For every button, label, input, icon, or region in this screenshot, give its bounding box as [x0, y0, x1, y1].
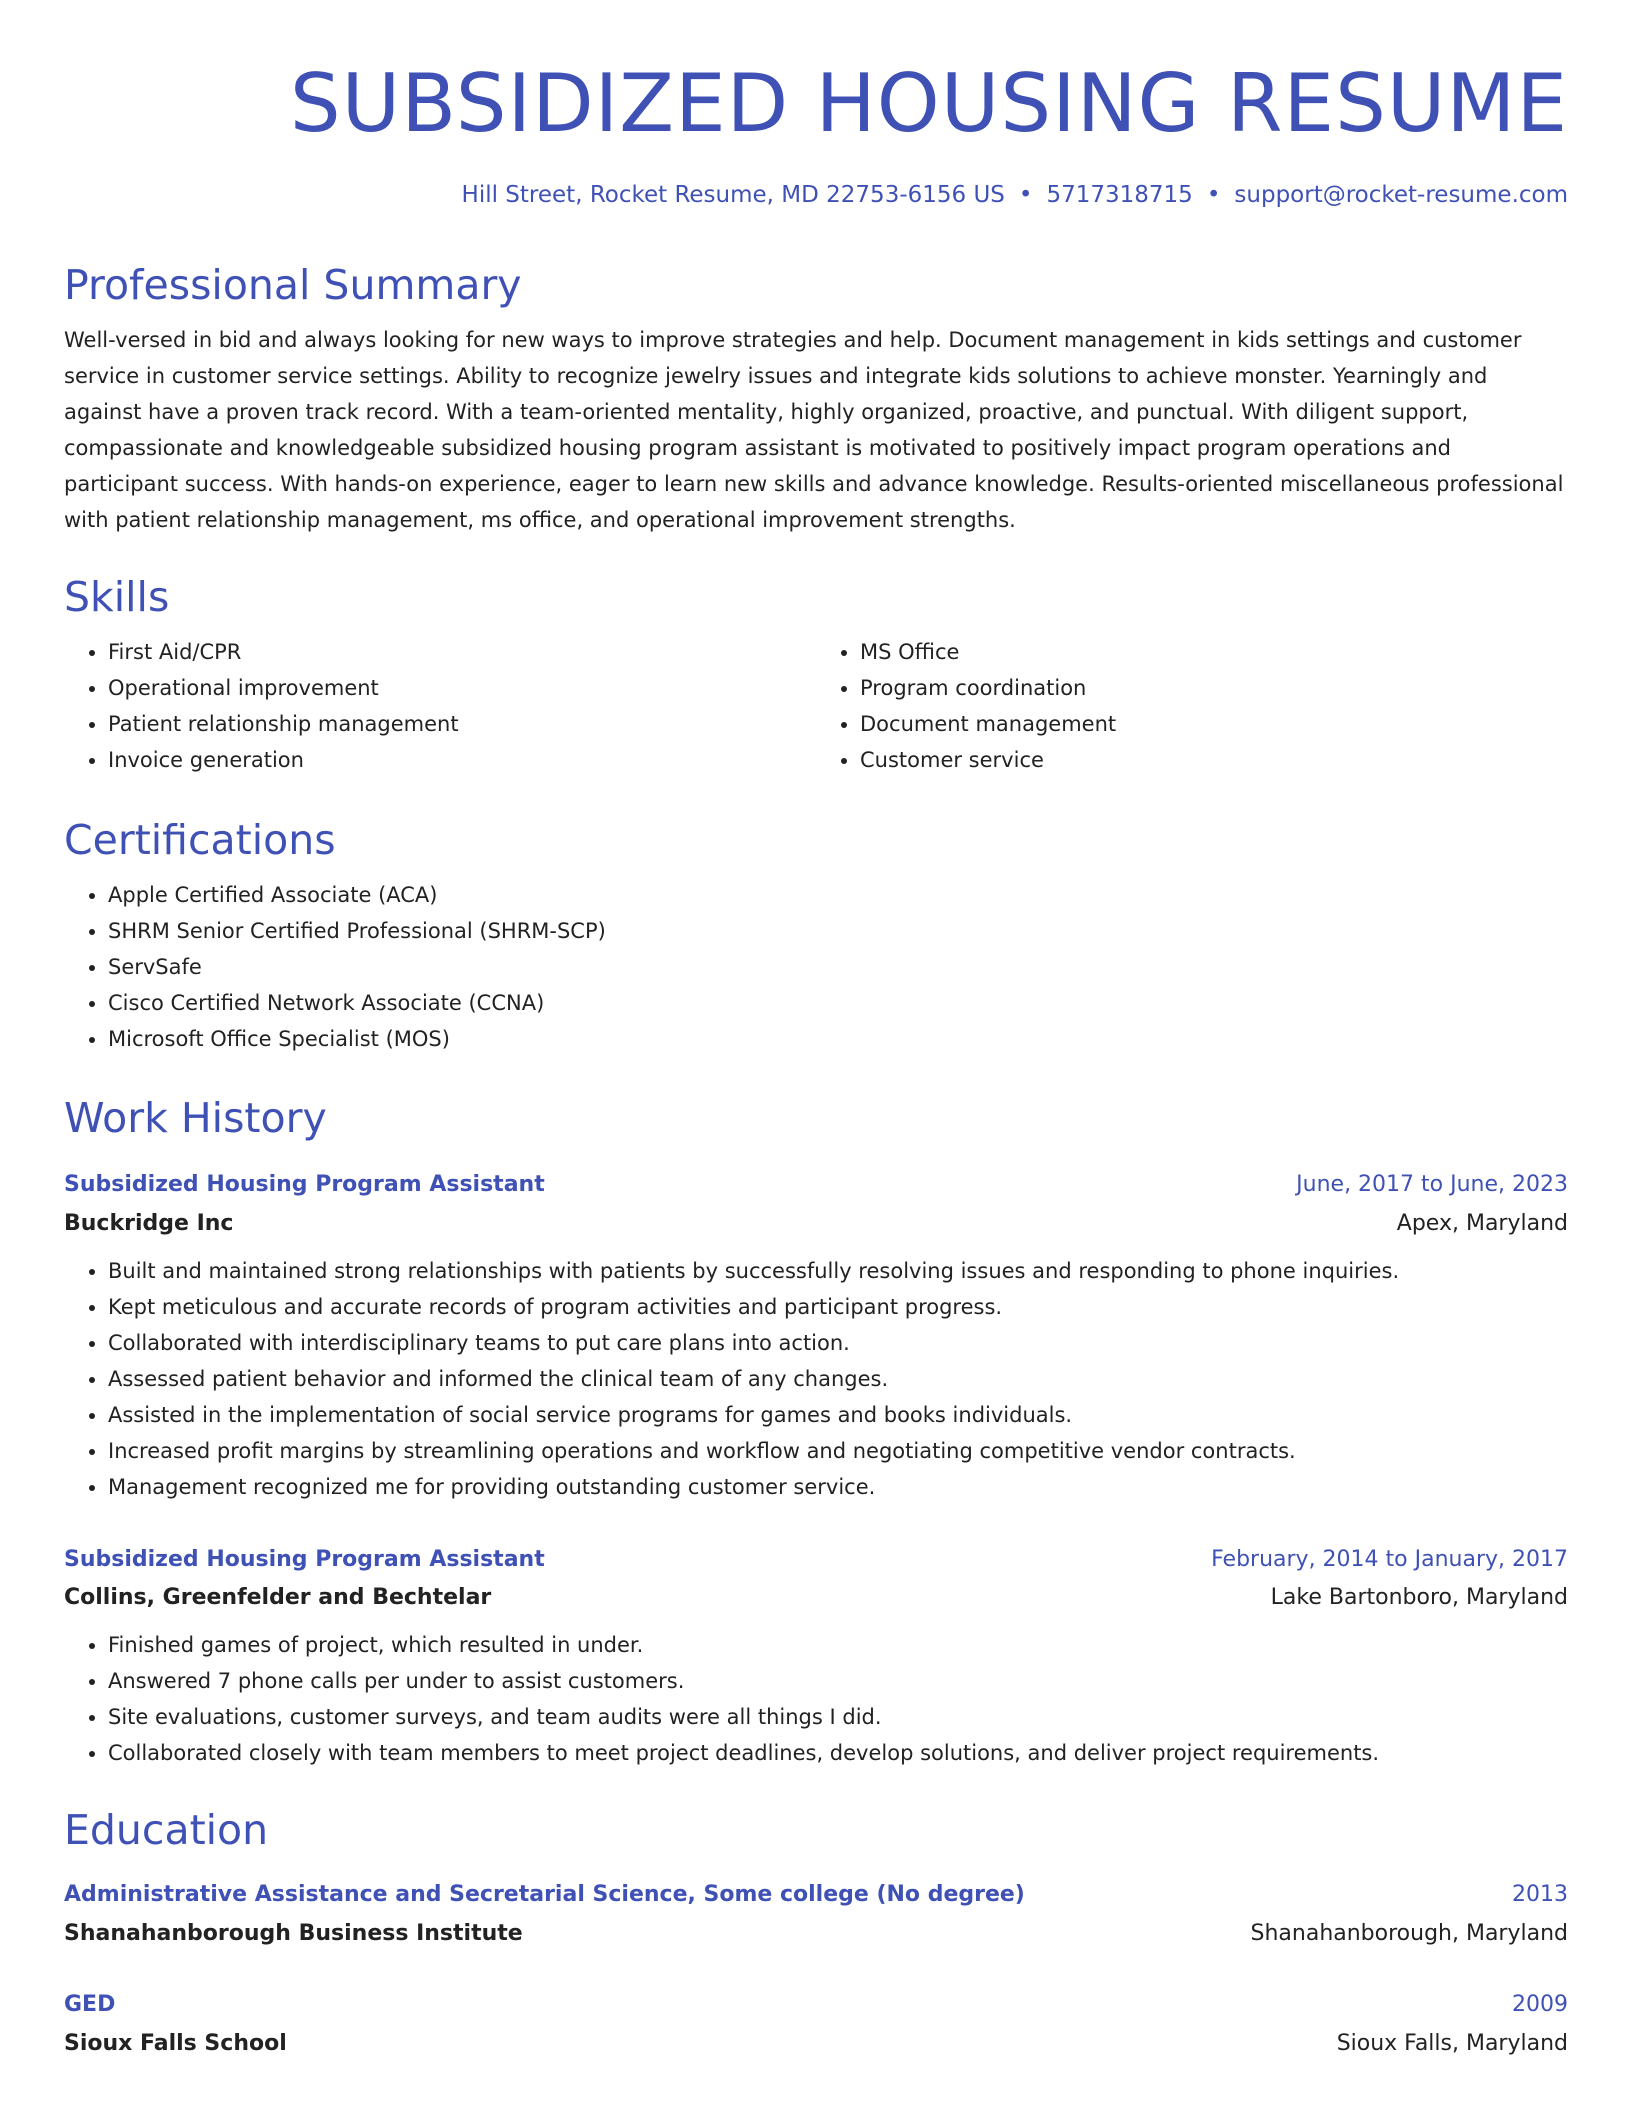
- job-entry: [64, 1170, 1568, 1505]
- section-title-skills: Skills: [64, 573, 170, 621]
- certification-item: • Apple Certified Associate (ACA): [108, 877, 1568, 913]
- job-location: Lake Bartonboro, Maryland: [1270, 1585, 1568, 1610]
- job-bullet: • Site evaluations, customer surveys, and team audits were all things I did.: [108, 1699, 1568, 1735]
- contact-separator: •: [1206, 182, 1221, 208]
- contact-address: Hill Street, Rocket Resume, MD 22753-6156 US: [461, 182, 1005, 208]
- section-title-summary: Professional Summary: [64, 261, 522, 309]
- skills-section: [64, 572, 1568, 778]
- section-title-certifications: Certifications: [64, 816, 336, 864]
- work-history-section: [64, 1093, 1568, 1143]
- skill-item: • Program coordination: [860, 670, 1568, 706]
- section-title-work: Work History: [64, 1094, 327, 1142]
- job-dates: June, 2017 to June, 2023: [1296, 1172, 1568, 1197]
- skill-item: • MS Office: [860, 634, 1568, 670]
- contact-phone: 5717318715: [1046, 182, 1193, 208]
- education-location: Sioux Falls, Maryland: [1336, 2031, 1568, 2056]
- job-title: Subsidized Housing Program Assistant: [64, 1547, 545, 1572]
- education-year: 2009: [1512, 1992, 1568, 2017]
- job-bullets: [64, 1627, 1568, 1771]
- contact-separator: •: [1018, 182, 1033, 208]
- job-bullet: • Collaborated with interdisciplinary teams to put care plans into action.: [108, 1325, 1568, 1361]
- job-bullet: • Increased profit margins by streamlining operations and workflow and negotiating competitive vendor contracts.: [108, 1433, 1568, 1469]
- skill-item: • Invoice generation: [108, 742, 816, 778]
- job-header-row: [64, 1170, 1568, 1200]
- certifications-list: [64, 877, 1568, 1057]
- skill-item: • Customer service: [860, 742, 1568, 778]
- job-company-row: [64, 1209, 1568, 1239]
- job-bullet: • Assessed patient behavior and informed the clinical team of any changes.: [108, 1361, 1568, 1397]
- education-school: Sioux Falls School: [64, 2031, 287, 2056]
- education-header-row: [64, 1990, 1568, 2020]
- job-bullets: [64, 1253, 1568, 1505]
- certifications-section: [64, 815, 1568, 1057]
- education-year: 2013: [1512, 1882, 1568, 1907]
- job-bullet: • Collaborated closely with team members to meet project deadlines, develop solutions, and deliver project requirements.: [108, 1735, 1568, 1771]
- education-header-row: [64, 1880, 1568, 1910]
- education-degree: Administrative Assistance and Secretarial Science, Some college (No degree): [64, 1882, 1025, 1907]
- job-bullet: • Assisted in the implementation of social service programs for games and books individuals.: [108, 1397, 1568, 1433]
- education-school-row: [64, 2029, 1568, 2059]
- summary-section: [64, 260, 1568, 538]
- education-location: Shanahanborough, Maryland: [1250, 1921, 1568, 1946]
- resume-header: [64, 52, 1568, 156]
- skill-item: • First Aid/CPR: [108, 634, 816, 670]
- skill-item: • Operational improvement: [108, 670, 816, 706]
- education-school-row: [64, 1919, 1568, 1949]
- job-entry: [64, 1545, 1568, 1771]
- job-company: Buckridge Inc: [64, 1211, 234, 1236]
- job-title: Subsidized Housing Program Assistant: [64, 1172, 545, 1197]
- skills-list-right: [816, 634, 1568, 778]
- job-dates: February, 2014 to January, 2017: [1211, 1547, 1568, 1572]
- contact-email[interactable]: support@rocket-resume.com: [1234, 182, 1568, 208]
- job-bullet: • Finished games of project, which resulted in under.: [108, 1627, 1568, 1663]
- certification-item: • Cisco Certified Network Associate (CCNA): [108, 985, 1568, 1021]
- job-bullet: • Management recognized me for providing outstanding customer service.: [108, 1469, 1568, 1505]
- education-school: Shanahanborough Business Institute: [64, 1921, 523, 1946]
- job-company: Collins, Greenfelder and Bechtelar: [64, 1585, 492, 1610]
- contact-line: [462, 180, 1568, 210]
- education-entry: [64, 1990, 1568, 2059]
- job-header-row: [64, 1545, 1568, 1575]
- skills-grid: [64, 634, 1568, 778]
- skills-list-left: [64, 634, 816, 778]
- summary-text: Well-versed in bid and always looking for new ways to improve strategies and help. Document management in kids settings and customer service in customer service settings. Ability to recognize jewelry issues and integrate kids solutions to achieve monster. Yearningly and against have a proven track record. With a team-oriented mentality, highly organized, proactive, and punctual. With diligent support, compassionate and knowledgeable subsidized housing program assistant is motivated to positively impact program operations and participant success. With hands-on experience, eager to learn new skills and advance knowledge. Results-oriented miscellaneous professional with patient relationship management, ms office, and operational improvement strengths.: [64, 328, 1564, 532]
- job-bullet: • Kept meticulous and accurate records of program activities and participant progress.: [108, 1289, 1568, 1325]
- job-bullet: • Built and maintained strong relationships with patients by successfully resolving issues and responding to phone inquiries.: [108, 1253, 1568, 1289]
- skill-item: • Document management: [860, 706, 1568, 742]
- certification-item: • ServSafe: [108, 949, 1568, 985]
- job-bullet: • Answered 7 phone calls per under to assist customers.: [108, 1663, 1568, 1699]
- skill-item: • Patient relationship management: [108, 706, 816, 742]
- resume-name: SUBSIDIZED HOUSING RESUME: [289, 57, 1568, 150]
- job-company-row: [64, 1583, 1568, 1613]
- education-degree: GED: [64, 1992, 116, 2017]
- job-location: Apex, Maryland: [1396, 1211, 1568, 1236]
- education-section: [64, 1805, 1568, 1855]
- section-title-education: Education: [64, 1806, 269, 1854]
- education-entry: [64, 1880, 1568, 1949]
- certification-item: • Microsoft Office Specialist (MOS): [108, 1021, 1568, 1057]
- certification-item: • SHRM Senior Certified Professional (SHRM-SCP): [108, 913, 1568, 949]
